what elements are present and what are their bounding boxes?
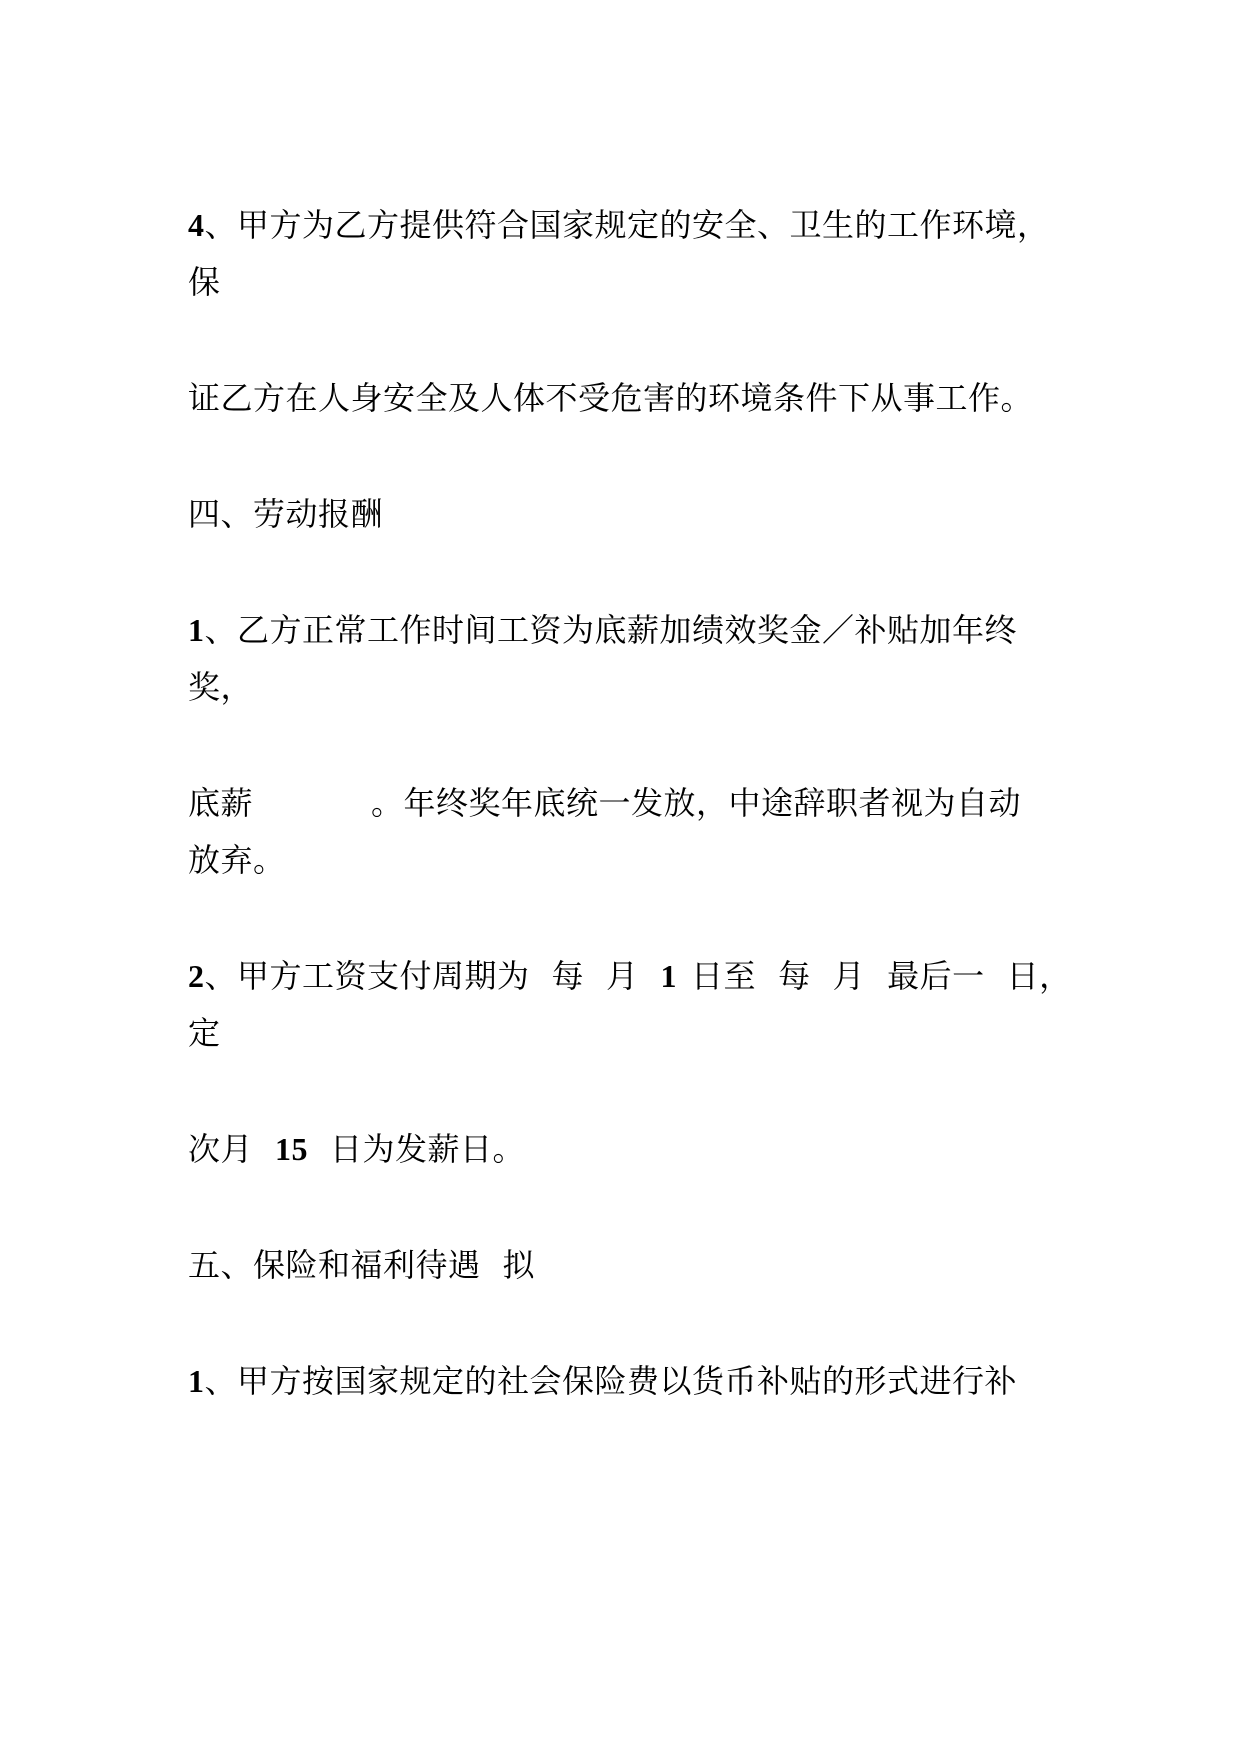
remuneration-item-2-line-3 <box>188 1129 1068 1169</box>
remuneration-item-2-line-1 <box>188 956 1072 996</box>
line-text: 放弃。 <box>188 841 286 879</box>
line-text: 每 <box>551 957 585 995</box>
line-text: 次月 <box>188 1130 254 1168</box>
heading-text: 拟 <box>502 1246 536 1284</box>
heading-text: 五、保险和福利待遇 <box>188 1246 481 1284</box>
line-text: 月 <box>832 957 866 995</box>
line-text: 日， <box>1006 957 1072 995</box>
item-number: 1 <box>188 1363 205 1399</box>
line-text: 、乙方正常工作时间工资为底薪加绩效奖金／补贴加年终 <box>204 611 1018 649</box>
line-text: 保 <box>188 263 221 301</box>
line-text: 底薪 <box>188 784 254 822</box>
line-text: 、甲方按国家规定的社会保险费以货币补贴的形式进行补 <box>204 1362 1018 1400</box>
line-text: 日为发薪日。 <box>330 1130 526 1168</box>
section-heading-remuneration <box>188 494 1068 534</box>
line-text: 定 <box>188 1014 221 1052</box>
remuneration-item-2-line-2 <box>188 1013 1068 1053</box>
line-text: 日至 <box>691 957 757 995</box>
section-heading-insurance <box>188 1245 1068 1285</box>
line-text: 最后一 <box>887 957 985 995</box>
paragraph-4-line-1 <box>188 205 1068 245</box>
remuneration-item-1-line-3 <box>188 783 1068 823</box>
line-text: 每 <box>778 957 811 995</box>
heading-text: 四、劳动报酬 <box>188 495 384 533</box>
remuneration-item-1-line-4 <box>188 840 1068 880</box>
remuneration-item-1-line-2 <box>188 667 1068 707</box>
day-number: 1 <box>660 958 678 994</box>
item-number: 1 <box>188 612 205 648</box>
line-text: 证乙方在人身安全及人体不受危害的环境条件下从事工作。 <box>188 379 1034 417</box>
line-text: 奖， <box>188 668 254 706</box>
line-text: 。年终奖年底统一发放，中途辞职者视为自动 <box>371 784 1022 822</box>
day-number: 15 <box>275 1131 309 1167</box>
item-number: 2 <box>188 958 205 994</box>
remuneration-item-1-line-1 <box>188 610 1068 650</box>
line-text: 、甲方工资支付周期为 <box>204 957 530 995</box>
insurance-item-1-line-1 <box>188 1361 1068 1401</box>
line-text: 、甲方为乙方提供符合国家规定的安全、卫生的工作环境， <box>204 206 1050 244</box>
line-text: 月 <box>606 957 639 995</box>
item-number: 4 <box>188 207 205 243</box>
paragraph-4-line-2 <box>188 262 1068 302</box>
paragraph-4-line-3 <box>188 378 1068 418</box>
